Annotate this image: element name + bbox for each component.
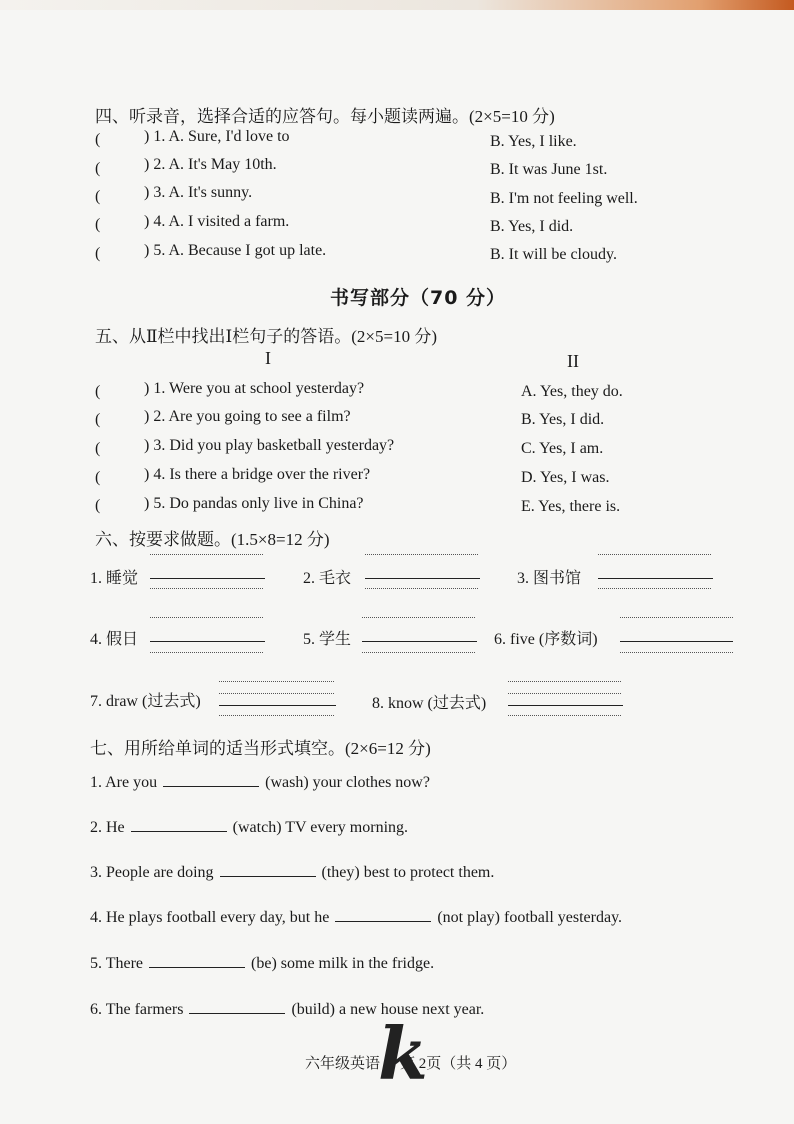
s4-option-a: ) 1. A. Sure, I'd love to [144, 128, 290, 145]
section7-heading: 七、用所给单词的适当形式填空。(2×6=12 分) [90, 739, 431, 758]
s5-question: ) 1. Were you at school yesterday? [144, 380, 365, 397]
answer-paren-open[interactable]: ( [95, 160, 101, 177]
s4-option-b: B. It was June 1st. [490, 161, 608, 178]
footer-page-number: 第 2页（共 4 页） [400, 1056, 517, 1072]
s7-post: (build) a new house next year. [291, 1001, 485, 1018]
writing-guide-line [219, 693, 334, 694]
section5-heading: 五、从Ⅱ栏中找出Ⅰ栏句子的答语。(2×5=10 分) [95, 327, 438, 346]
answer-line[interactable] [508, 705, 623, 706]
column-ii-label: II [567, 351, 579, 371]
writing-guide-line [150, 652, 263, 653]
s7-pre: 5. There [90, 955, 144, 972]
k-watermark-logo: k [378, 1011, 428, 1096]
section4-heading: 四、听录音，选择合适的应答句。每小题读两遍。(2×5=10 分) [95, 107, 555, 126]
fill-blank[interactable] [163, 772, 259, 787]
s5-question: ) 4. Is there a bridge over the river? [144, 466, 371, 483]
writing-guide-line [508, 681, 621, 682]
s5-answer: B. Yes, I did. [521, 411, 605, 428]
answer-paren-open[interactable]: ( [95, 469, 101, 486]
writing-guide-line [362, 617, 475, 618]
s7-post: (wash) your clothes now? [265, 774, 430, 791]
scan-edge [0, 0, 794, 10]
s6-item-library: 3. 图书馆 [517, 570, 582, 587]
s4-option-a: ) 5. A. Because I got up late. [144, 242, 327, 259]
writing-guide-line [219, 715, 334, 716]
writing-guide-line [150, 617, 263, 618]
s7-sentence-4 [90, 907, 622, 927]
writing-guide-line [508, 693, 621, 694]
s6-item-sleep: 1. 睡觉 [90, 570, 139, 587]
footer-subject: 六年级英语 [305, 1056, 381, 1072]
s5-question: ) 5. Do pandas only live in China? [144, 495, 364, 512]
section6-heading: 六、按要求做题。(1.5×8=12 分) [95, 530, 330, 549]
fill-blank[interactable] [335, 907, 431, 922]
s7-pre: 3. People are doing [90, 864, 214, 881]
answer-line[interactable] [219, 705, 336, 706]
writing-guide-line [150, 554, 263, 555]
s6-item-draw-past: 7. draw (过去式) [90, 693, 201, 710]
answer-line[interactable] [150, 641, 265, 642]
writing-guide-line [620, 652, 733, 653]
answer-line[interactable] [598, 578, 713, 579]
s7-post: (be) some milk in the fridge. [251, 955, 435, 972]
writing-guide-line [219, 681, 334, 682]
s6-item-know-past: 8. know (过去式) [372, 695, 487, 712]
writing-guide-line [365, 554, 478, 555]
s5-answer: E. Yes, there is. [521, 498, 621, 515]
writing-guide-line [620, 617, 733, 618]
s7-sentence-2 [90, 817, 408, 837]
answer-paren-open[interactable]: ( [95, 188, 101, 205]
answer-paren-open[interactable]: ( [95, 440, 101, 457]
s6-item-student: 5. 学生 [303, 631, 352, 648]
writing-guide-line [365, 588, 478, 589]
s7-post: (watch) TV every morning. [232, 819, 409, 836]
s7-pre: 4. He plays football every day, but he [90, 909, 330, 926]
s4-option-b: B. Yes, I did. [490, 218, 574, 235]
answer-line[interactable] [150, 578, 265, 579]
writing-guide-line [598, 588, 711, 589]
answer-line[interactable] [362, 641, 477, 642]
writing-guide-line [598, 554, 711, 555]
writing-guide-line [150, 588, 263, 589]
s7-post: (they) best to protect them. [321, 864, 495, 881]
s4-option-a: ) 2. A. It's May 10th. [144, 156, 277, 173]
writing-part-title: 书写部分（70 分） [330, 287, 507, 309]
s7-sentence-1 [90, 772, 430, 792]
s6-item-five-ordinal: 6. five (序数词) [494, 631, 598, 648]
s7-sentence-3 [90, 862, 494, 882]
answer-paren-open[interactable]: ( [95, 497, 101, 514]
answer-paren-open[interactable]: ( [95, 383, 101, 400]
s5-answer: C. Yes, I am. [521, 440, 604, 457]
s6-item-sweater: 2. 毛衣 [303, 570, 352, 587]
fill-blank[interactable] [131, 817, 227, 832]
column-i-label: I [265, 348, 271, 368]
s5-answer: A. Yes, they do. [521, 383, 623, 400]
fill-blank[interactable] [220, 862, 316, 877]
s7-pre: 2. He [90, 819, 125, 836]
s5-question: ) 2. Are you going to see a film? [144, 408, 351, 425]
s7-pre: 6. The farmers [90, 1001, 184, 1018]
fill-blank[interactable] [189, 999, 285, 1014]
s7-post: (not play) football yesterday. [437, 909, 623, 926]
s5-question: ) 3. Did you play basketball yesterday? [144, 437, 395, 454]
s4-option-b: B. I'm not feeling well. [490, 190, 638, 207]
answer-line[interactable] [365, 578, 480, 579]
writing-guide-line [508, 715, 621, 716]
writing-guide-line [362, 652, 475, 653]
s4-option-a: ) 4. A. I visited a farm. [144, 213, 290, 230]
s5-answer: D. Yes, I was. [521, 469, 610, 486]
s7-pre: 1. Are you [90, 774, 158, 791]
s4-option-a: ) 3. A. It's sunny. [144, 184, 253, 201]
answer-paren-open[interactable]: ( [95, 245, 101, 262]
answer-paren-open[interactable]: ( [95, 131, 101, 148]
s6-item-holiday: 4. 假日 [90, 631, 139, 648]
answer-line[interactable] [620, 641, 733, 642]
answer-paren-open[interactable]: ( [95, 216, 101, 233]
s4-option-b: B. Yes, I like. [490, 133, 577, 150]
fill-blank[interactable] [149, 953, 245, 968]
s4-option-b: B. It will be cloudy. [490, 246, 617, 263]
answer-paren-open[interactable]: ( [95, 411, 101, 428]
s7-sentence-5 [90, 953, 434, 973]
